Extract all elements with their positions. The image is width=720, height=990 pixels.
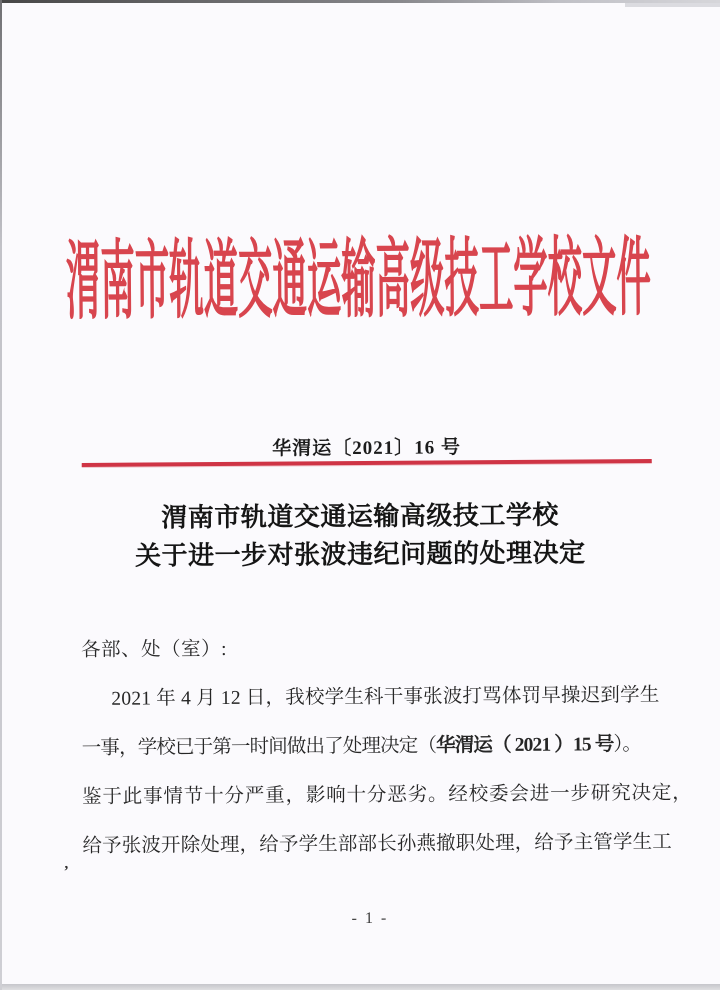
red-masthead-title: 渭南市轨道交通运输高级技工学校文件 (65, 229, 652, 331)
body-line-4: 给予张波开除处理，给予学生部部长孙燕撤职处理，给予主管学生工 (82, 831, 672, 857)
scan-edge-top (0, 0, 720, 3)
stray-comma-mark: , (64, 856, 69, 873)
document-title-line-1: 渭南市轨道交通运输高级技工学校 (161, 500, 559, 533)
page-number: - 1 - (351, 909, 389, 928)
body-line-2 (82, 720, 657, 773)
body-line-1: 2021 年 4 月 12 日，我校学生科干事张波打骂体罚早操迟到学生 (111, 684, 660, 710)
body-line-2-post: ）。 (613, 734, 642, 756)
red-masthead (0, 229, 719, 331)
document-number: 华渭运〔2021〕16 号 (272, 437, 462, 460)
salutation-line: 各部、处（室）: (80, 638, 228, 661)
document-title (0, 495, 720, 576)
body-line-3: 鉴于此事情节十分严重，影响十分恶劣。经校委会进一步研究决定， (81, 782, 693, 808)
scan-edge-bottom (0, 984, 720, 990)
body-line-2-reference: 华渭运（ 2021 ）15 号 (436, 734, 614, 757)
document-body (80, 622, 693, 871)
scan-edge-left (0, 0, 2, 990)
body-line-2-pre: 一事，学校已于第一时间做出了处理决定（ (81, 735, 437, 759)
document-title-line-2: 关于进一步对张波违纪问题的处理决定 (135, 538, 586, 571)
